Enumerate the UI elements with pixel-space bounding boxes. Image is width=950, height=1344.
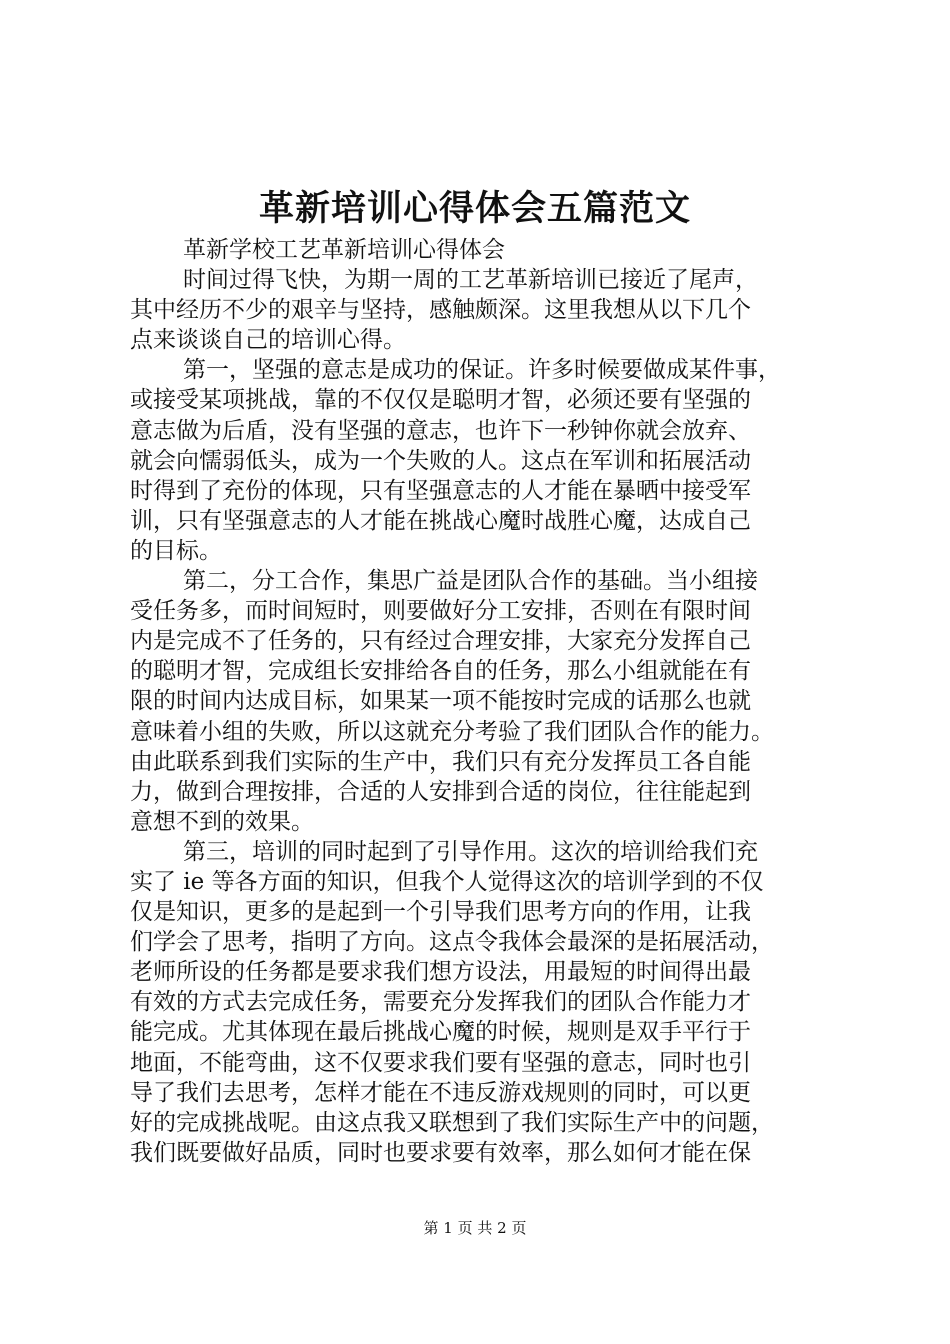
text-line: 实了 ie 等各方面的知识，但我个人觉得这次的培训学到的不仅 — [130, 868, 764, 895]
text-line: 导了我们去思考，怎样才能在不违反游戏规则的同时，可以更 — [130, 1079, 751, 1106]
text-line: 仅是知识，更多的是起到一个引导我们思考方向的作用，让我 — [130, 899, 751, 926]
text-line: 好的完成挑战呢。由这点我又联想到了我们实际生产中的问题， — [130, 1109, 774, 1136]
text-line: 训，只有坚强意志的人才能在挑战心魔时战胜心魔，达成自己 — [130, 507, 751, 534]
text-line: 点来谈谈自己的培训心得。 — [130, 327, 406, 354]
page-footer: 第 1 页 共 2 页 — [423, 1219, 527, 1237]
text-line: 或接受某项挑战，靠的不仅仅是聪明才智，必须还要有坚强的 — [130, 387, 751, 414]
text-line: 意志做为后盾，没有坚强的意志，也许下一秒钟你就会放弃、 — [130, 417, 751, 444]
text-line: 力，做到合理按排，合适的人安排到合适的岗位，往往能起到 — [130, 778, 751, 805]
text-line: 受任务多，而时间短时，则要做好分工安排，否则在有限时间 — [130, 598, 751, 625]
text-line: 其中经历不少的艰辛与坚持，感触颇深。这里我想从以下几个 — [130, 297, 751, 324]
text-line: 时得到了充份的体现，只有坚强意志的人才能在暴晒中接受军 — [130, 477, 751, 504]
text-line: 时间过得飞快，为期一周的工艺革新培训已接近了尾声， — [183, 267, 758, 294]
text-line: 老师所设的任务都是要求我们想方设法，用最短的时间得出最 — [130, 959, 751, 986]
text-line: 就会向懦弱低头，成为一个失败的人。这点在军训和拓展活动 — [130, 447, 751, 474]
text-line: 有效的方式去完成任务，需要充分发挥我们的团队合作能力才 — [130, 989, 751, 1016]
text-line: 的目标。 — [130, 537, 222, 564]
text-line: 第二，分工合作，集思广益是团队合作的基础。当小组接 — [183, 568, 758, 595]
text-line: 的聪明才智，完成组长安排给各自的任务，那么小组就能在有 — [130, 658, 751, 685]
text-line: 第一，坚强的意志是成功的保证。许多时候要做成某件事， — [183, 357, 781, 384]
text-line: 我们既要做好品质，同时也要求要有效率，那么如何才能在保 — [130, 1139, 751, 1166]
text-line: 意想不到的效果。 — [130, 808, 314, 835]
text-line: 内是完成不了任务的，只有经过合理安排，大家充分发挥自己 — [130, 628, 751, 655]
document-body — [130, 235, 835, 1168]
text-line: 革新学校工艺革新培训心得体会 — [183, 237, 505, 263]
text-line: 第三，培训的同时起到了引导作用。这次的培训给我们充 — [183, 838, 758, 865]
text-line: 限的时间内达成目标，如果某一项不能按时完成的话那么也就 — [130, 688, 751, 715]
text-line: 由此联系到我们实际的生产中，我们只有充分发挥员工各自能 — [130, 748, 751, 775]
text-line: 们学会了思考，指明了方向。这点令我体会最深的是拓展活动， — [130, 929, 774, 956]
document-title: 革新培训心得体会五篇范文 — [258, 188, 691, 229]
text-line: 地面，不能弯曲，这不仅要求我们要有坚强的意志，同时也引 — [130, 1049, 751, 1076]
text-line: 能完成。尤其体现在最后挑战心魔的时候，规则是双手平行于 — [130, 1019, 751, 1046]
text-line: 意味着小组的失败，所以这就充分考验了我们团队合作的能力。 — [130, 718, 774, 745]
